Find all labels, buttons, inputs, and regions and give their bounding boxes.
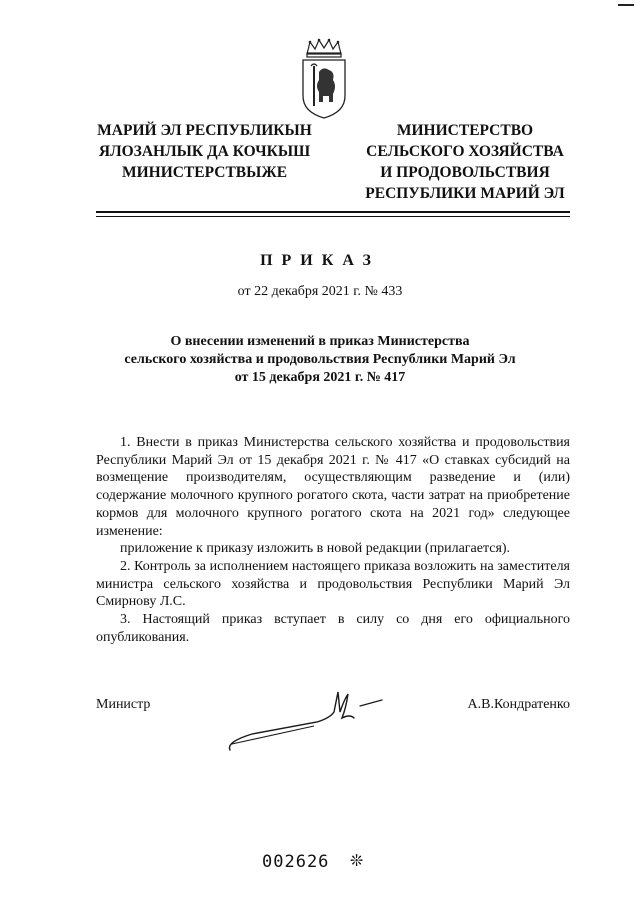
- title-line: О внесении изменений в приказ Министерства: [170, 334, 470, 349]
- document-date-number: от 22 декабря 2021 г. № 433: [237, 284, 403, 299]
- paragraph-2: 2. Контроль за исполнением настоящего приказа возложить на заместителя министра сельского хозяйства и продовольствия Республики Марий Эл Смирнову Л.С.: [96, 558, 570, 610]
- header-right-line: СЕЛЬСКОГО ХОЗЯЙСТВА: [366, 143, 564, 160]
- corner-mark: [618, 4, 634, 6]
- signatory-name: А.В.Кондратенко: [467, 697, 570, 712]
- coat-of-arms-icon: [299, 38, 349, 120]
- paragraph-1: 1. Внести в приказ Министерства сельского хозяйства и продовольствия Республики Марий Эл от 15 декабря 2021 г. № 417 «О ставках субсидий на возмещение производителям, осуществляющим разведение и (или) содержание молочного крупного рогатого скота, части затрат на приобретение кормов для молочного крупного рогатого скота на 2021 год» следующее изменение:: [96, 435, 570, 539]
- header-right-line: МИНИСТЕРСТВО: [396, 122, 534, 139]
- document-title: [100, 333, 540, 387]
- paragraph-1-change: приложение к приказу изложить в новой редакции (прилагается).: [120, 541, 511, 557]
- header-left-line: МИНИСТЕРСТВЫЖЕ: [121, 164, 288, 181]
- header-divider-thin: [96, 216, 570, 217]
- title-line: от 15 декабря 2021 г. № 417: [234, 370, 406, 385]
- paragraph-3: 3. Настоящий приказ вступает в силу со дня его официального опубликования.: [96, 612, 570, 645]
- header-right-line: РЕСПУБЛИКИ МАРИЙ ЭЛ: [365, 185, 565, 202]
- serial-mark-icon: ❊: [350, 851, 364, 870]
- serial-number: 002626: [262, 852, 330, 872]
- header-right-line: И ПРОДОВОЛЬСТВИЯ: [380, 164, 550, 181]
- handwritten-signature: [222, 682, 387, 762]
- header-left-line: МАРИЙ ЭЛ РЕСПУБЛИКЫН: [97, 122, 312, 139]
- title-line: сельского хозяйства и продовольствия Республики Марий Эл: [124, 352, 516, 367]
- header-divider-thick: [96, 211, 570, 213]
- document-type: ПРИКАЗ: [260, 252, 380, 269]
- header-left-line: ЯЛОЗАНЛЫК ДА КОЧКЫШ: [98, 143, 311, 160]
- document-body: [96, 434, 570, 646]
- ministry-name-mari: [82, 120, 327, 183]
- ministry-name-russian: [345, 120, 585, 204]
- signatory-role: Министр: [96, 697, 151, 712]
